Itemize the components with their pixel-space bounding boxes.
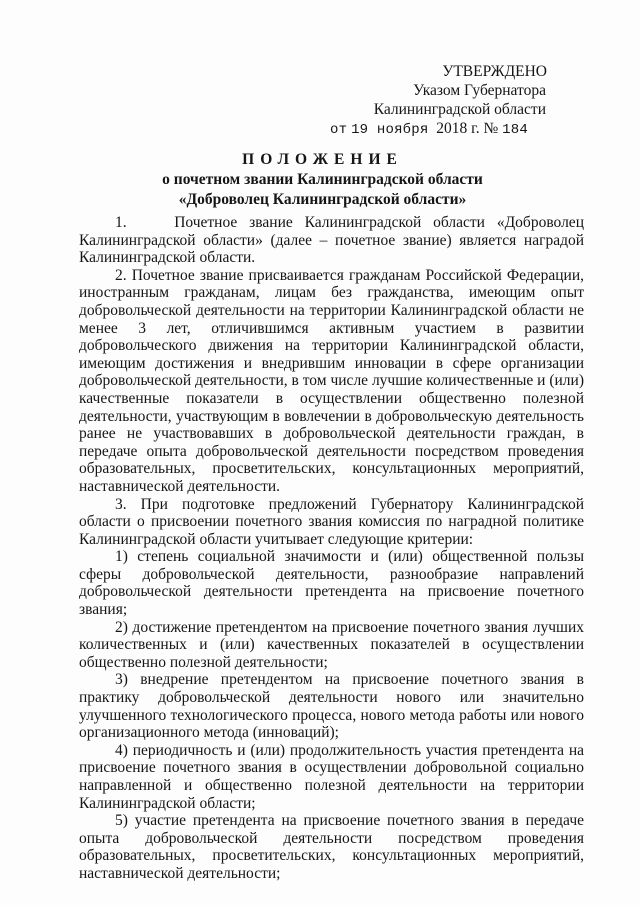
- decree-number: 184: [502, 122, 528, 138]
- paragraph-1: 1. Почетное звание Калининградской области «Доброволец Калининградской области» (далее – почетное звание) является наградой Калининградской области.: [79, 214, 584, 267]
- paragraph-3: 3. При подготовке предложений Губернатору Калининградской области о присвоении почетного звания комиссия по наградной политике Калининградской области учитывает следующие критерии:: [79, 495, 584, 548]
- approval-title: УТВЕРЖДЕНО: [442, 63, 547, 80]
- date-year: 2018 г. №: [436, 120, 499, 137]
- approval-date-line: [330, 119, 590, 140]
- criterion-4: 4) периодичность и (или) продолжительность участия претендента на присвоение почетного звания в осуществлении добровольной социально направленной и общественно полезной деятельности на территории Калининградской области;: [79, 741, 584, 812]
- title-heading: ПОЛОЖЕНИЕ: [242, 151, 403, 168]
- approval-authority: Указом Губернатора: [413, 82, 546, 99]
- approval-region: Калининградской области: [373, 101, 546, 118]
- date-typed: 19 ноября: [351, 122, 429, 138]
- paragraph-2: 2. Почетное звание присваивается гражданам Российской Федерации, иностранным гражданам, лицам без гражданства, имеющим опыт добровольческой деятельности на территории Калининградской области не менее 3 лет, отличившимся активным участием в развитии добровольческого движения на территории Калининградской области, имеющим достижения и внедрившим инновации в сфере организации добровольческой деятельности, в том числе лучшие количественные и (или) качественные показатели в осуществлении общественно полезной деятельности, участвующим в вовлечении в добровольческую деятельность ранее не участвовавших в добровольческой деятельности граждан, в передаче опыта добровольческой деятельности посредством проведения образовательных, просветительских, консультационных мероприятий, наставнической деятельности.: [79, 266, 584, 495]
- title-subtitle-2: «Доброволец Калининградской области»: [178, 191, 467, 208]
- document-title: [60, 150, 585, 210]
- approval-stamp: [330, 62, 590, 140]
- date-prefix: от: [330, 122, 348, 138]
- criterion-1: 1) степень социальной значимости и (или) общественной пользы сферы добровольческой деятельности, разнообразие направлений добровольческой деятельности претендента на присвоение почетного звания;: [79, 548, 584, 619]
- criterion-2: 2) достижение претендентом на присвоение почетного звания лучших количественных и (или) качественных показателей в осуществлении общественно полезной деятельности;: [79, 618, 584, 671]
- title-subtitle-1: о почетном звании Калининградской области: [162, 171, 483, 188]
- criterion-3: 3) внедрение претендентом на присвоение почетного звания в практику добровольческой деятельности нового или значительно улучшенного технологического процесса, нового метода работы или нового организационного метода (инноваций);: [79, 671, 584, 742]
- document-body: [79, 214, 584, 883]
- criterion-5: 5) участие претендента на присвоение почетного звания в передаче опыта добровольческой деятельности посредством проведения образовательных, просветительских, консультационных мероприятий, наставнической деятельности;: [79, 812, 584, 882]
